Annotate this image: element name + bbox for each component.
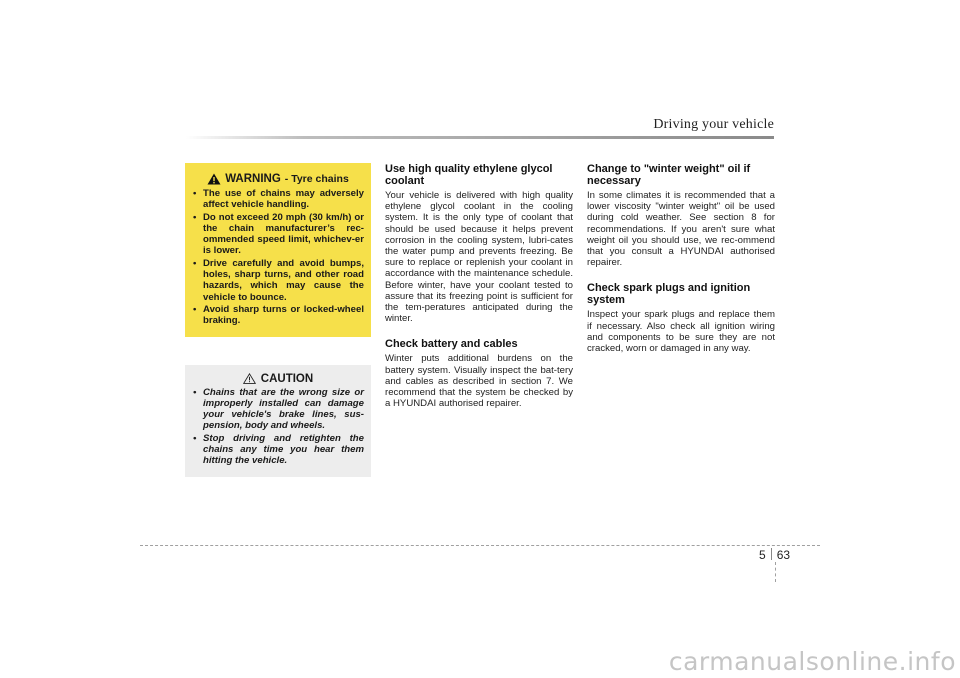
caution-item: • Stop driving and retighten the chains any time you hear them hitting the vehicle. — [192, 433, 364, 467]
section-coolant — [385, 163, 573, 324]
section-title: Change to "winter weight" oil if necessary — [587, 163, 751, 187]
caution-box — [185, 365, 371, 477]
section-spark — [587, 282, 775, 354]
section-body: Winter puts additional burdens on the battery system. Visually inspect the bat-tery and cables as described in section 7. We recommend that the system be checked by a HYUNDAI authorised repairer. — [385, 353, 573, 410]
footer-vertical-rule — [775, 562, 776, 582]
warning-box — [185, 163, 371, 337]
warning-list — [192, 188, 364, 327]
caution-item: • Chains that are the wrong size or improperly installed can damage your vehicle's brake lines, sus-pension, body and wheels. — [192, 387, 364, 432]
caution-list — [192, 387, 364, 467]
caution-header — [192, 373, 364, 385]
section-title: Check battery and cables — [385, 338, 518, 351]
warning-item: • Drive carefully and avoid bumps, holes, sharp turns, and other road hazards, which may cause the vehicle to bounce. — [192, 258, 364, 303]
section-body: Your vehicle is delivered with high quality ethylene glycol coolant in the cooling system. It is the only type of coolant that should be used because it helps prevent corrosion in the cooling system, lubri-cates the water pump and prevents freezing. Be sure to replace or replenish your coolant in accordance with the maintenance schedule. Before winter, have your coolant tested to assure that its freezing point is sufficient for the tem-peratures anticipated during the winter. — [385, 190, 573, 325]
chapter-number: 5 — [759, 548, 766, 562]
caution-triangle-icon — [243, 373, 256, 384]
header-rule — [186, 136, 774, 139]
warning-header — [192, 173, 364, 185]
footer-rule — [140, 545, 820, 546]
section-battery — [385, 338, 573, 409]
page-number-value: 63 — [776, 548, 791, 562]
section-title: Use high quality ethylene glycol coolant — [385, 163, 553, 187]
section-title: Check spark plugs and ignition system — [587, 282, 751, 307]
warning-triangle-icon — [207, 173, 221, 185]
left-column — [185, 163, 371, 477]
caution-label: CAUTION — [260, 372, 314, 385]
page-separator — [771, 548, 772, 560]
running-header: Driving your vehicle — [653, 117, 774, 132]
warning-item: • The use of chains may adversely affect vehicle handling. — [192, 188, 364, 211]
warning-subtitle: - Tyre chains — [284, 173, 349, 185]
section-oil — [587, 163, 775, 268]
watermark: carmanualsonline.info — [668, 647, 956, 676]
section-body: Inspect your spark plugs and replace them if necessary. Also check all ignition wiring and components to be sure they are not cracked, worn or damaged in any way. — [587, 309, 775, 355]
middle-column — [385, 163, 573, 409]
warning-item: • Avoid sharp turns or locked-wheel braking. — [192, 304, 364, 327]
warning-label: WARNING — [225, 173, 281, 185]
right-column — [587, 163, 775, 354]
warning-item: • Do not exceed 20 mph (30 km/h) or the chain manufacturer’s rec-ommended speed limit, whichev-er is lower. — [192, 212, 364, 257]
section-body: In some climates it is recommended that a lower viscosity "winter weight" oil be used during cold weather. See section 8 for recommendations. If you aren't sure what weight oil you should use, we rec-ommend that you consult a HYUNDAI authorised repairer. — [587, 190, 775, 269]
page-number — [759, 548, 790, 562]
